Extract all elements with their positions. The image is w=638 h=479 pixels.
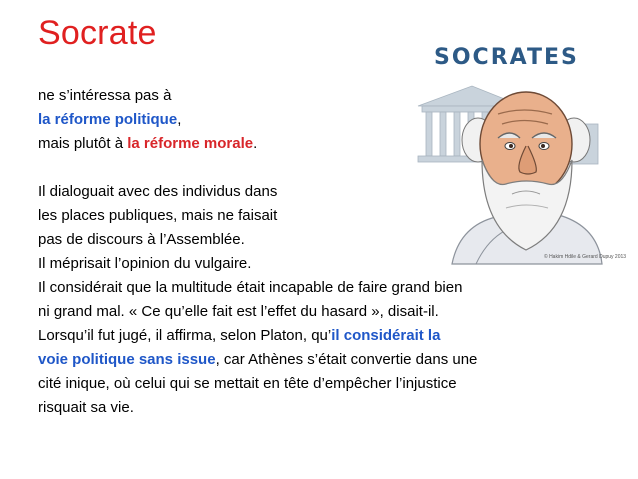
body-line: ni grand mal. « Ce qu’elle fait est l’effet du hasard », disait-il. [38, 303, 439, 320]
body-line: cité inique, où celui qui se mettait en tête d’empêcher l’injustice [38, 375, 457, 392]
intro-text: ne s’intéressa pas à [38, 87, 172, 104]
body-line-voie [38, 348, 477, 372]
body-text: , car Athènes s’était convertie dans une [215, 351, 478, 368]
highlight-morale: la réforme morale [127, 135, 254, 152]
highlight-considerait: il considérait la [331, 327, 441, 344]
body-text: Lorsqu’il fut jugé, il affirma, selon Platon, qu’ [38, 327, 332, 344]
body-line-platon [38, 324, 440, 348]
highlight-politique: la réforme politique [38, 111, 178, 128]
intro-text: . [253, 135, 258, 152]
intro-text: mais plutôt à [38, 135, 128, 152]
illustration-credit: © Hakim Hdile & Gerard Dupuy 2013 [544, 254, 627, 260]
slide-title: Socrate [38, 14, 157, 52]
intro-line-1 [38, 84, 171, 108]
intro-line-3 [38, 132, 257, 156]
body-line: risquait sa vie. [38, 399, 134, 416]
socrates-illustration [412, 28, 627, 264]
body-line: Il considérait que la multitude était incapable de faire grand bien [38, 279, 463, 296]
highlight-voie: voie politique sans issue [38, 351, 216, 368]
body-line: pas de discours à l’Assemblée. [38, 231, 245, 248]
intro-line-2 [38, 108, 181, 132]
intro-text: , [177, 111, 182, 128]
body-line: Il dialoguait avec des individus dans [38, 183, 278, 200]
body-line: les places publiques, mais ne faisait [38, 207, 278, 224]
illustration-banner: SOCRATES [434, 45, 579, 70]
body-line: Il méprisait l’opinion du vulgaire. [38, 255, 252, 272]
